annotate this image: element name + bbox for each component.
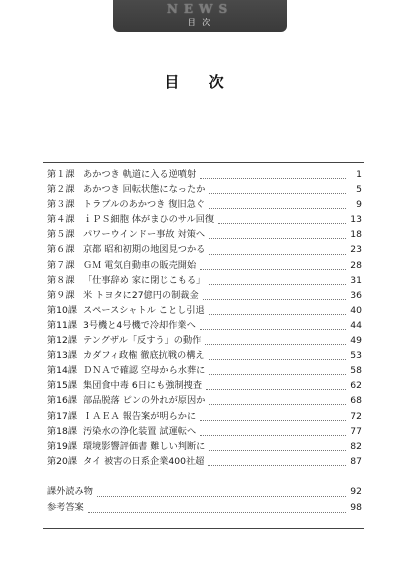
lesson-number: 第17課 [47, 410, 78, 422]
toc-row[interactable] [47, 273, 362, 288]
lesson-number: 第15課 [47, 380, 78, 392]
page-number: 9 [356, 199, 362, 211]
lesson-title: ｉＰＳ細胞 体がまひのサル回復 [83, 214, 215, 226]
page-number: 49 [350, 335, 362, 347]
leader-dots [208, 457, 346, 466]
leader-dots [209, 366, 346, 375]
leader-dots [206, 381, 346, 390]
lesson-title: 集団食中毒 6日にも強制捜査 [83, 380, 203, 392]
appendix-row[interactable] [47, 500, 362, 516]
toc-row[interactable] [47, 363, 362, 378]
top-divider [43, 162, 364, 163]
lesson-title: スペースシャトル ことし引退 [83, 304, 205, 316]
page-number: 31 [350, 274, 362, 286]
toc-row[interactable] [47, 378, 362, 393]
lesson-number: 第20課 [47, 455, 78, 467]
toc-row[interactable] [47, 242, 362, 257]
lesson-number: 第６課 [47, 244, 75, 256]
leader-dots [209, 230, 346, 239]
page-number: 92 [350, 486, 362, 497]
page-number: 98 [350, 502, 362, 513]
page-number: 58 [350, 365, 362, 377]
leader-dots [200, 261, 346, 270]
appendix-list [47, 484, 362, 516]
bottom-divider [43, 528, 364, 529]
toc-row[interactable] [47, 439, 362, 454]
toc-row[interactable] [47, 454, 362, 469]
page-number: 23 [350, 244, 362, 256]
lesson-number: 第10課 [47, 304, 78, 316]
lesson-number: 第12課 [47, 335, 78, 347]
leader-dots [209, 200, 346, 209]
lesson-title: ＤＮＡで確認 空母から水葬に [83, 365, 206, 377]
page-title: 目 次 [164, 73, 236, 91]
lesson-number: 第11課 [47, 319, 78, 331]
lesson-title: 3号機と4号機で冷却作業へ [83, 319, 196, 331]
lesson-title: あかつき 軌道に入る逆噴射 [83, 169, 197, 180]
lesson-number: 第13課 [47, 350, 78, 362]
lesson-title: あかつき 回転状態になったか [83, 184, 206, 196]
toc-row[interactable] [47, 288, 362, 303]
toc-row[interactable] [47, 197, 362, 212]
leader-dots [200, 412, 346, 421]
toc-row[interactable] [47, 424, 362, 439]
leader-dots [209, 351, 346, 360]
appendix-row[interactable] [47, 484, 362, 500]
lesson-number: 第４課 [47, 214, 75, 226]
leader-dots [200, 321, 346, 330]
header-logo: NEWS [166, 2, 234, 16]
page-number: 28 [350, 259, 362, 271]
lesson-number: 第18課 [47, 425, 78, 437]
lesson-number: 第２課 [47, 184, 75, 196]
lesson-number: 第５課 [47, 229, 75, 241]
lesson-number: 第14課 [47, 365, 78, 377]
page-number: 44 [350, 319, 362, 331]
lesson-title: カダフィ政権 徹底抗戦の構え [83, 350, 205, 362]
leader-dots [209, 442, 346, 451]
lesson-title: 汚染水の浄化装置 試運転へ [83, 425, 197, 437]
leader-dots [209, 306, 346, 315]
appendix-title: 参考答案 [47, 502, 84, 513]
lesson-title: タイ 被害の日系企業400社超 [83, 455, 205, 467]
page-number: 18 [350, 229, 362, 241]
lesson-number: 第７課 [47, 259, 75, 271]
lesson-title: パワーウインドー事故 対策へ [83, 229, 206, 241]
page-number: 77 [350, 425, 362, 437]
header-subtitle: 目 次 [187, 18, 213, 27]
lesson-title: テングザル「反すう」の動作 [83, 335, 202, 347]
page-number: 82 [350, 440, 362, 452]
toc-row[interactable] [47, 258, 362, 273]
table-of-contents [47, 167, 362, 469]
leader-dots [205, 336, 346, 345]
toc-row[interactable] [47, 182, 362, 197]
page-number: 36 [350, 289, 362, 301]
toc-row[interactable] [47, 303, 362, 318]
lesson-title: トラブルのあかつき 復旧急ぐ [83, 199, 205, 211]
leader-dots [200, 170, 346, 179]
page-number: 13 [350, 214, 362, 226]
toc-row[interactable] [47, 393, 362, 408]
lesson-title: ＩＡＥＡ 報告案が明らかに [83, 410, 197, 422]
lesson-number: 第19課 [47, 440, 78, 452]
leader-dots [97, 488, 346, 497]
lesson-number: 第３課 [47, 199, 75, 211]
toc-row[interactable] [47, 318, 362, 333]
toc-row[interactable] [47, 348, 362, 363]
leader-dots [88, 504, 346, 513]
page-number: 40 [350, 304, 362, 316]
lesson-title: ＧＭ 電気自動車の販売開始 [83, 259, 197, 271]
leader-dots [209, 396, 346, 405]
lesson-title: 米 トヨタに27億円の制裁金 [83, 289, 199, 301]
toc-row[interactable] [47, 212, 362, 227]
page-number: 1 [356, 169, 362, 180]
lesson-number: 第９課 [47, 289, 75, 301]
leader-dots [209, 185, 346, 194]
page-number: 72 [350, 410, 362, 422]
page-number: 53 [350, 350, 362, 362]
leader-dots [209, 246, 346, 255]
page-number: 68 [350, 395, 362, 407]
appendix-title: 課外読み物 [47, 486, 93, 497]
toc-row[interactable] [47, 409, 362, 424]
lesson-title: 京都 昭和初期の地図見つかる [83, 244, 206, 256]
toc-row[interactable] [47, 167, 362, 182]
page-number: 62 [350, 380, 362, 392]
lesson-title: 環境影響評価書 難しい判断に [83, 440, 206, 452]
page-number: 5 [356, 184, 362, 196]
header-band [113, 0, 287, 32]
leader-dots [203, 291, 346, 300]
leader-dots [200, 427, 346, 436]
lesson-title: 「仕事辞め 家に閉じこもる」 [83, 274, 206, 286]
leader-dots [209, 276, 346, 285]
lesson-number: 第８課 [47, 274, 75, 286]
toc-row[interactable] [47, 333, 362, 348]
page-number: 87 [350, 455, 362, 467]
lesson-number: 第１課 [47, 169, 75, 180]
toc-row[interactable] [47, 227, 362, 242]
lesson-number: 第16課 [47, 395, 78, 407]
leader-dots [218, 215, 346, 224]
lesson-title: 部品脱落 ピンの外れが原因か [83, 395, 206, 407]
